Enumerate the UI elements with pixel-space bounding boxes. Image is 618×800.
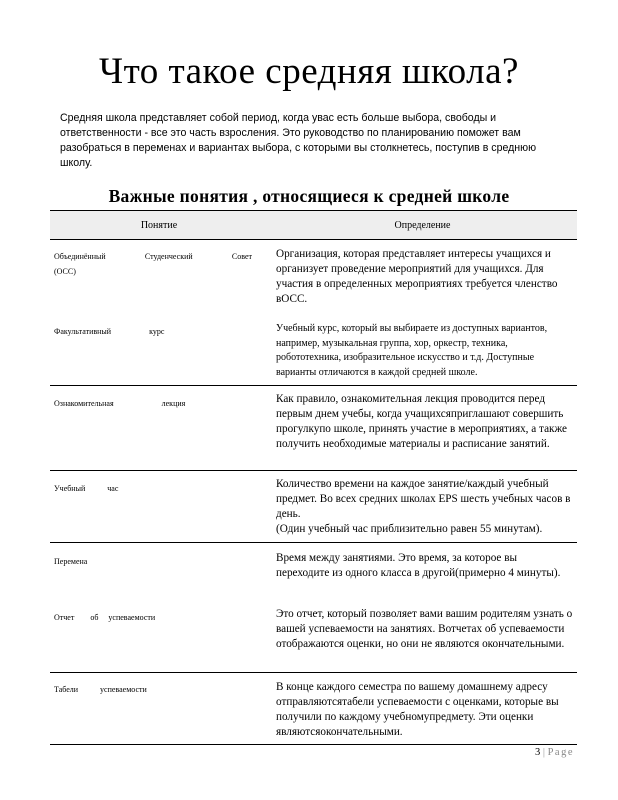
page-number: 3	[534, 747, 541, 758]
term-text: об	[90, 613, 99, 622]
definition-note: (Один учебный час приблизительно равен 55 минутам).	[276, 523, 543, 535]
footer-separator: |	[542, 747, 545, 758]
table-row	[50, 316, 577, 386]
table-row	[50, 240, 577, 317]
term-cell	[50, 316, 268, 386]
term-cell	[50, 601, 268, 673]
term-text: успеваемости	[100, 685, 147, 694]
term-cell	[50, 543, 268, 602]
table-row	[50, 386, 577, 471]
table-heading: Важные понятия , относящиеся к средней школе	[108, 186, 510, 206]
table-header-row	[50, 211, 577, 240]
definition-cell: Это отчет, который позволяет вами вашим родителям узнать о вашей успеваемости на занятиях. Вотчетах об успеваемости отображаются оценки, но они не являются окончательными.	[268, 601, 577, 673]
terms-table	[50, 210, 577, 745]
page-title: Что такое средняя школа?	[99, 51, 519, 92]
term-cell	[50, 386, 268, 471]
header-term: Понятие	[50, 211, 268, 240]
table-row	[50, 543, 577, 602]
term-text: Учебный	[54, 484, 86, 493]
definition-cell: Организация, которая представляет интересы учащихся и организует проведение мероприятий для учащихся. Для участия в определенных мероприятиях требуется членство вОСС.	[276, 248, 558, 305]
definition-cell: Учебный курс, который вы выбираете из доступных вариантов, например, музыкальная группа, хор, оркестр, техника, робототехника, изобразительное искусство и т.д. Доступные варианты отличаются в каждой средней школе.	[268, 316, 577, 386]
term-cell	[50, 471, 268, 543]
table-row	[50, 471, 577, 543]
definition-cell: Время между занятиями. Это время, за которое вы переходите из одного класса в другой(примерно 4 минуты).	[276, 552, 561, 579]
definition-text: Количество времени на каждое занятие/каждый учебный предмет. Во всех средних школах EPS шесть учебных часов в день.	[276, 478, 571, 520]
term-text: час	[107, 484, 119, 493]
term-text: Перемена	[54, 557, 88, 566]
term-text: Объединённый	[54, 252, 106, 261]
term-cell	[50, 240, 268, 317]
page-footer	[535, 747, 574, 758]
term-text: Ознакомительная	[54, 399, 114, 408]
term-cell	[50, 673, 268, 745]
term-text: Табели	[54, 685, 79, 694]
header-definition: Определение	[268, 211, 577, 240]
definition-cell: Как правило, ознакомительная лекция проводится перед первым днем учебы, когда учащихсяприглашают совершить прогулкупо школе, принять участие в мероприятиях, а также получить необходимые материалы и расписание занятий.	[268, 386, 577, 471]
definition-cell: В конце каждого семестра по вашему домашнему адресу отправляютсятабели успеваемости с оценками, которые вы получили по каждому учебномупредмету. Эти оценки являютсяокончательными.	[268, 673, 577, 745]
intro-paragraph: Средняя школа представляет собой период, когда увас есть больше выбора, свободы и ответственности - все это часть взросления. Это руководство по планированию поможет вам разобраться в переменах и вариантах выбора, с которыми вы столкнетесь, поступив в среднюю школу.	[60, 112, 537, 169]
table-row	[50, 673, 577, 745]
table-row	[50, 601, 577, 673]
term-text: Студенческий	[144, 252, 193, 261]
page-label: Page	[547, 747, 574, 758]
term-text: (ОСС)	[54, 267, 76, 276]
term-text: успеваемости	[108, 613, 156, 622]
term-text: лекция	[161, 399, 186, 408]
definition-cell	[268, 471, 577, 543]
term-text: Отчет	[54, 613, 75, 622]
term-text: Совет	[231, 252, 252, 261]
term-text: курс	[149, 327, 165, 336]
term-text: Факультативный	[54, 327, 112, 336]
